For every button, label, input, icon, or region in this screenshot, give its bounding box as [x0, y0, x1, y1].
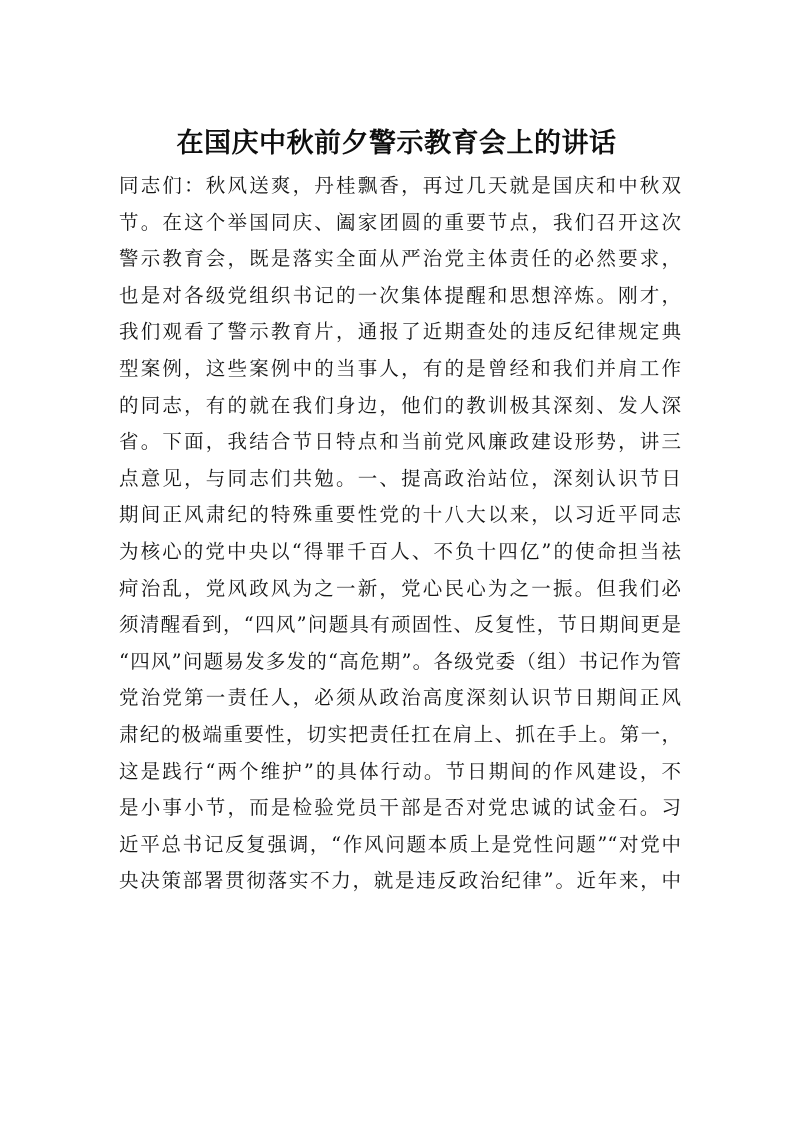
- body-line: 同志们：秋风送爽，丹桂飘香，再过几天就是国庆和中秋双: [119, 174, 681, 197]
- body-line: 是小事小节，而是检验党员干部是否对党忠诚的试金石。习: [119, 796, 681, 820]
- body-line: 党治党第一责任人，必须从政治高度深刻认识节日期间正风: [119, 686, 681, 710]
- body-line: 点意见，与同志们共勉。一、提高政治站位，深刻认识节日: [119, 466, 681, 490]
- body-line: 省。下面，我结合节日特点和当前党风廉政建设形势，讲三: [119, 430, 681, 454]
- body-line: 央决策部署贯彻落实不力，就是违反政治纪律”。近年来，中: [119, 869, 681, 893]
- body-line: 这是践行“两个维护”的具体行动。节日期间的作风建设，不: [119, 759, 681, 783]
- body-line: 须清醒看到，“四风”问题具有顽固性、反复性，节日期间更是: [119, 613, 681, 637]
- body-line: 节。在这个举国同庆、阖家团圆的重要节点，我们召开这次: [119, 210, 681, 234]
- body-line: 肃纪的极端重要性，切实把责任扛在肩上、抓在手上。第一，: [119, 722, 681, 746]
- body-line: 疴治乱，党风政风为之一新，党心民心为之一振。但我们必: [119, 576, 681, 600]
- body-line: “四风”问题易发多发的“高危期”。各级党委（组）书记作为管: [119, 649, 681, 673]
- body-line: 也是对各级党组织书记的一次集体提醒和思想淬炼。刚才，: [119, 283, 681, 307]
- body-line: 我们观看了警示教育片，通报了近期查处的违反纪律规定典: [119, 320, 681, 344]
- body-line: 的同志，有的就在我们身边，他们的教训极其深刻、发人深: [119, 393, 681, 417]
- body-line: 型案例，这些案例中的当事人，有的是曾经和我们并肩工作: [119, 356, 681, 380]
- body-line: 为核心的党中央以“得罪千百人、不负十四亿”的使命担当祛: [119, 539, 681, 563]
- body-line: 期间正风肃纪的特殊重要性党的十八大以来，以习近平同志: [119, 503, 681, 527]
- body-line: 警示教育会，既是落实全面从严治党主体责任的必然要求，: [119, 247, 681, 271]
- document-title: 在国庆中秋前夕警示教育会上的讲话: [176, 128, 617, 159]
- body-line: 近平总书记反复强调，“作风问题本质上是党性问题”“对党中: [119, 832, 681, 856]
- document-body: [119, 168, 681, 900]
